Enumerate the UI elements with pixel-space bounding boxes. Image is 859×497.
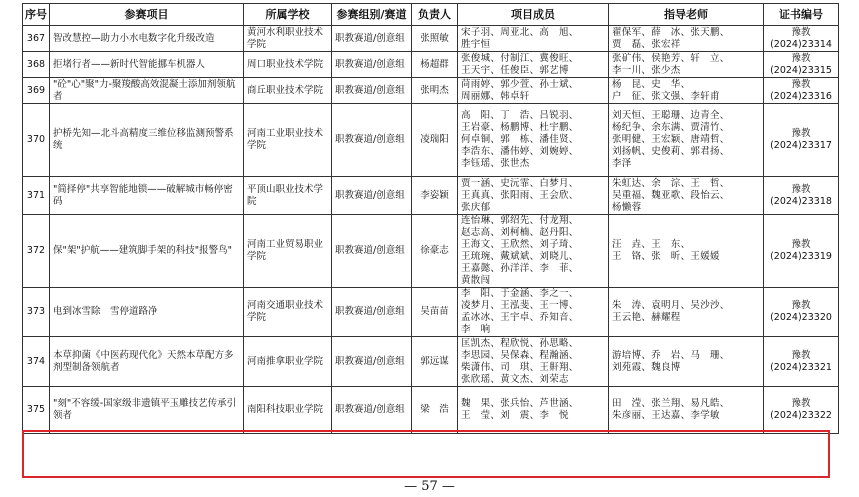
cell-text: 豫教(2024)23318 — [770, 183, 832, 207]
cell-text: 徐豪志 — [420, 245, 449, 256]
cell-text: 刘天恒、王聪珊、边青全、 杨纪争、余东满、贾清竹、 张明健、王宏颖、唐靖哲、 刘扬帆、史俊莉、郭君扬、 李泽 — [612, 110, 730, 169]
cell-text: 豫教(2024)23320 — [770, 300, 832, 323]
table-row — [23, 26, 839, 52]
cell-text: 373 — [26, 306, 46, 317]
cell-mentors — [609, 78, 764, 104]
cell-text: 凌瑞阳 — [420, 134, 449, 145]
cell-cert — [764, 104, 839, 177]
cell-members — [458, 215, 609, 288]
cell-text: 张照敏 — [420, 32, 449, 44]
cell-project — [50, 78, 244, 104]
cell-text: 护桥先知—北斗高精度三维位移监测预警系统 — [53, 128, 234, 151]
cell-seq — [23, 78, 50, 104]
table-row — [23, 78, 839, 104]
cell-text: "砼"心"聚"力-聚羧酸高效混凝土添加剂领航者 — [53, 78, 236, 102]
cell-cert — [764, 215, 839, 288]
cell-text: 朱虹达、余 淙、王 哲、 吴重福、魏亚歌、段怡云、 杨懒蓉 — [612, 177, 730, 213]
page-number: — 57 — — [404, 479, 455, 494]
table-row — [23, 387, 839, 434]
cell-lead — [412, 337, 458, 387]
cell-lead — [412, 288, 458, 337]
cell-cert — [764, 78, 839, 104]
header-lead: 负责人 — [412, 4, 458, 26]
cell-text: 宋子羽、周亚北、高 旭、 胜宇恒 — [461, 26, 579, 50]
cell-mentors — [609, 288, 764, 337]
highlight-box — [22, 430, 830, 478]
cell-members — [458, 78, 609, 104]
cell-text: 匡凯杰、程欣悦、孙思略、 李思园、吴保森、程瀚涵、 柴潇伟、司 琪、王鼾翔、 张欣瑶、黄文杰、刘荣志 — [461, 337, 579, 385]
table-row — [23, 215, 839, 288]
cell-text: 职教赛道/创意组 — [335, 306, 405, 317]
table-row — [23, 177, 839, 215]
header-school: 所属学校 — [244, 4, 332, 26]
table-body — [23, 26, 839, 434]
cell-mentors — [609, 337, 764, 387]
cell-text: 高 阳、丁 浩、吕锐羽、 王岩豪、杨鹏博、杜宇鹏、 何卓铜、郭 栋、潘佳贤、 李浩东、潘伟婷、刘婉婷、 李钰瑶、张世杰 — [461, 110, 579, 169]
cell-lead — [412, 177, 458, 215]
cell-text: 周口职业技术学院 — [247, 58, 324, 70]
cell-cert — [764, 387, 839, 434]
cell-cert — [764, 177, 839, 215]
cell-seq — [23, 387, 50, 434]
cell-text: 374 — [26, 355, 46, 367]
cell-lead — [412, 26, 458, 52]
cell-project — [50, 288, 244, 337]
cell-school — [244, 215, 332, 288]
cell-text: 河南推拿职业学院 — [247, 355, 324, 367]
cell-project — [50, 177, 244, 215]
cell-text: 翟保军、薛 冰、张天鹏、 贾 磊、张宏祥 — [612, 26, 730, 50]
cell-lead — [412, 52, 458, 78]
awards-table — [22, 3, 839, 434]
cell-category — [332, 288, 412, 337]
cell-members — [458, 288, 609, 337]
cell-mentors — [609, 52, 764, 78]
cell-text: 豫教(2024)23322 — [770, 398, 832, 421]
cell-school — [244, 104, 332, 177]
cell-text: 李 阳、于金涵、李之一、 凌梦月、王泓斐、王一博、 孟冰冰、王宇卓、乔知音、 李 响 — [461, 288, 579, 335]
cell-text: 南阳科技职业学院 — [247, 404, 324, 415]
cell-text: "简择停"共享智能地锁——破解城市畅停密码 — [53, 183, 233, 207]
cell-text: 367 — [26, 32, 46, 44]
cell-text: 河南交通职业技术学院 — [247, 300, 324, 323]
cell-text: 职教赛道/创意组 — [335, 58, 405, 70]
cell-text: 平顶山职业技术学院 — [247, 183, 324, 207]
header-seq: 序号 — [23, 4, 50, 26]
cell-members — [458, 26, 609, 52]
cell-text: 保"架"护航——建筑脚手架的科技"报警鸟" — [53, 245, 232, 256]
cell-category — [332, 52, 412, 78]
cell-text: 苘雨婷、郭少萱、孙士斌、 周丽娜、韩卓轩 — [461, 78, 579, 102]
cell-text: 豫教(2024)23314 — [770, 26, 832, 50]
cell-cert — [764, 52, 839, 78]
cell-text: 豫教(2024)23317 — [770, 128, 832, 151]
cell-category — [332, 215, 412, 288]
cell-members — [458, 52, 609, 78]
cell-category — [332, 387, 412, 434]
cell-text: 职教赛道/创意组 — [335, 245, 405, 256]
cell-text: 河南工业贸易职业学院 — [247, 239, 324, 262]
cell-mentors — [609, 215, 764, 288]
cell-cert — [764, 288, 839, 337]
table-row — [23, 337, 839, 387]
cell-school — [244, 288, 332, 337]
cell-seq — [23, 177, 50, 215]
cell-project — [50, 26, 244, 52]
cell-text: 汪 垚、王 东、 王 铬、张 昕、王媛媛 — [612, 239, 720, 262]
cell-seq — [23, 337, 50, 387]
cell-text: 贾一涵、史沅霏、白梦月、 王真真、张阳雨、王会欣、 张庆郁 — [461, 177, 579, 213]
cell-text: 杨超群 — [420, 58, 449, 70]
cell-project — [50, 387, 244, 434]
header-category: 参赛组别/赛道 — [332, 4, 412, 26]
cell-school — [244, 78, 332, 104]
cell-project — [50, 104, 244, 177]
cell-text: 371 — [26, 189, 46, 201]
cell-text: 连怡琳、郭绍先、付龙翔、 赵志高、刘柯楠、赵丹阳、 王海文、王欣然、刘子琦、 王琉琬、戴斌斌、刘晓儿、 王嘉懿、孙洋洋、李 菲、 黄散闯 — [461, 215, 579, 286]
cell-text: 朱 涛、袁明月、吴沙沙、 王云艳、赫耀程 — [612, 300, 730, 323]
cell-lead — [412, 78, 458, 104]
cell-text: 李姿颖 — [420, 189, 449, 201]
cell-text: 豫教(2024)23316 — [770, 78, 832, 102]
cell-lead — [412, 387, 458, 434]
cell-text: 梁 浩 — [420, 404, 449, 415]
cell-text: 职教赛道/创意组 — [335, 84, 405, 96]
header-cert: 证书编号 — [764, 4, 839, 26]
cell-text: 372 — [26, 245, 46, 256]
cell-seq — [23, 104, 50, 177]
cell-members — [458, 337, 609, 387]
cell-members — [458, 177, 609, 215]
cell-members — [458, 104, 609, 177]
cell-members — [458, 387, 609, 434]
cell-text: 游培博、乔 岩、马 珊、 刘苑霞、魏良博 — [612, 349, 730, 373]
cell-seq — [23, 52, 50, 78]
cell-text: 370 — [26, 134, 46, 145]
cell-category — [332, 78, 412, 104]
cell-text: 魏 果、张兵怡、芦世涵、 王 莹、刘 震、李 悦 — [461, 398, 579, 421]
cell-project — [50, 215, 244, 288]
cell-text: 杨 昆、史 华、 户 征、张文强、李轩甫 — [612, 78, 720, 102]
cell-text: 智改慧控—助力小水电数字化升级改造 — [53, 32, 215, 44]
cell-cert — [764, 337, 839, 387]
cell-text: 张俊城、付制江、冀俊旺、 王天宇、任俊臣、郭艺博 — [461, 52, 579, 76]
cell-text: 豫教(2024)23319 — [770, 239, 832, 262]
cell-text: 豫教(2024)23321 — [770, 349, 832, 373]
table-row — [23, 288, 839, 337]
cell-text: 368 — [26, 58, 46, 70]
cell-seq — [23, 215, 50, 288]
cell-school — [244, 26, 332, 52]
cell-project — [50, 337, 244, 387]
cell-text: 张明杰 — [420, 84, 449, 96]
header-project: 参赛项目 — [50, 4, 244, 26]
cell-text: 河南工业职业技术学院 — [247, 128, 324, 151]
cell-text: 369 — [26, 84, 46, 96]
cell-school — [244, 337, 332, 387]
cell-category — [332, 104, 412, 177]
cell-text: 张矿伟、侯艳芳、轩 立、 李一川、张少杰 — [612, 52, 730, 76]
cell-seq — [23, 288, 50, 337]
cell-category — [332, 177, 412, 215]
cell-text: 职教赛道/创意组 — [335, 404, 405, 415]
cell-text: 职教赛道/创意组 — [335, 32, 405, 44]
cell-text: 商丘职业技术学院 — [247, 84, 324, 96]
table-row — [23, 104, 839, 177]
cell-mentors — [609, 104, 764, 177]
cell-text: "刻"不容缓-国家级非遗镇平玉雕技艺传承引领者 — [53, 398, 237, 421]
header-members: 项目成员 — [458, 4, 609, 26]
cell-school — [244, 177, 332, 215]
cell-text: 郭远谋 — [420, 355, 449, 367]
cell-text: 职教赛道/创意组 — [335, 355, 405, 367]
cell-mentors — [609, 26, 764, 52]
cell-category — [332, 337, 412, 387]
cell-text: 本草抑菌《中医药现代化》天然本草配方多剂型制备领航者 — [53, 349, 234, 373]
cell-text: 职教赛道/创意组 — [335, 134, 405, 145]
cell-text: 田 滢、张兰翔、易凡皓、 朱彦丽、王达嘉、李学敏 — [612, 398, 730, 421]
cell-text: 375 — [26, 404, 46, 415]
cell-text: 吴苗苗 — [420, 306, 449, 317]
cell-text: 电到冰雪除 雪停道路净 — [53, 306, 158, 317]
cell-lead — [412, 215, 458, 288]
table-row — [23, 52, 839, 78]
cell-text: 豫教(2024)23315 — [770, 52, 832, 76]
cell-category — [332, 26, 412, 52]
header-mentors: 指导老师 — [609, 4, 764, 26]
cell-text: 职教赛道/创意组 — [335, 189, 405, 201]
cell-cert — [764, 26, 839, 52]
table-header-row — [23, 4, 839, 26]
cell-text: 黄河水利职业技术学院 — [247, 26, 324, 50]
cell-school — [244, 52, 332, 78]
cell-school — [244, 387, 332, 434]
cell-project — [50, 52, 244, 78]
cell-mentors — [609, 177, 764, 215]
cell-lead — [412, 104, 458, 177]
cell-seq — [23, 26, 50, 52]
cell-text: 拒堵行者——新时代智能挪车机器人 — [53, 58, 206, 70]
cell-mentors — [609, 387, 764, 434]
